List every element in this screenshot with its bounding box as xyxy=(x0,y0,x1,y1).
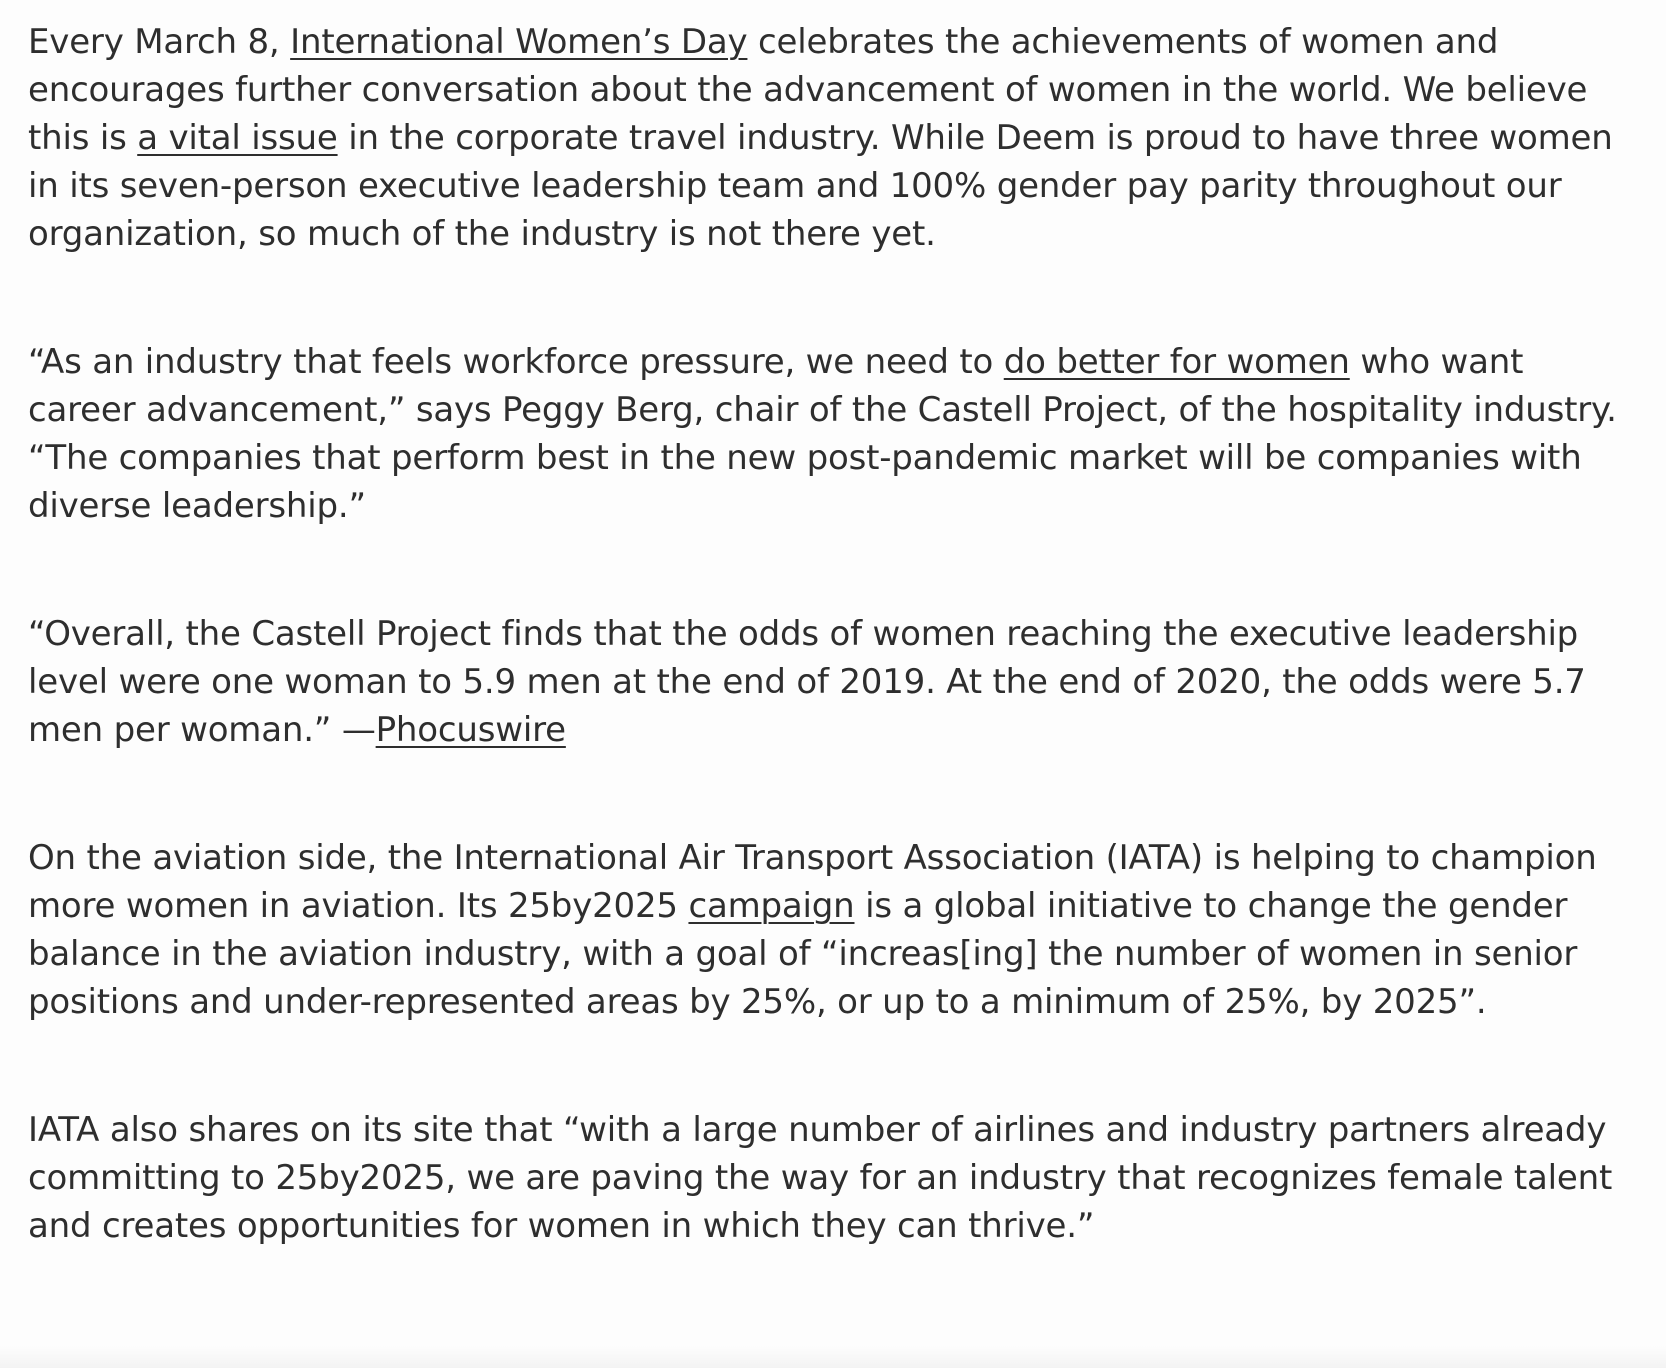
text-segment: “As an industry that feels workforce pressure, we need to xyxy=(28,342,1004,382)
paragraph-womens-day xyxy=(28,18,1638,258)
link-phocuswire[interactable]: Phocuswire xyxy=(375,710,566,750)
text-segment: On the aviation side, the International Air Transport Association (IATA) is helping to champion more women in aviation. Its 25by2025 xyxy=(28,838,1597,926)
text-segment: IATA also shares on its site that “with a large number of airlines and industry partners already committing to 25by2025, we are paving the way for an industry that recognizes female talent and creates opportunities for women in which they can thrive.” xyxy=(28,1110,1613,1246)
paragraph-iata-site-quote xyxy=(28,1106,1638,1250)
text-segment: “Overall, the Castell Project finds that the odds of women reaching the executive leadership level were one woman to 5.9 men at the end of 2019. At the end of 2020, the odds were 5.7 men per woman.” — xyxy=(28,614,1586,750)
text-segment: in the corporate travel industry. While Deem is proud to have three women in its seven-person executive leadership team and 100% gender pay parity throughout our organization, so much of the industry is not there yet. xyxy=(28,118,1613,254)
paragraph-castell-odds xyxy=(28,610,1638,754)
link-international-womens-day[interactable]: International Women’s Day xyxy=(290,22,748,62)
link-do-better-for-women[interactable]: do better for women xyxy=(1003,342,1350,382)
text-segment: celebrates the achievements of women and encourages further conversation about the advancement of women in the world. We believe this is xyxy=(28,22,1588,158)
link-campaign[interactable]: campaign xyxy=(688,886,855,926)
link-vital-issue[interactable]: a vital issue xyxy=(137,118,338,158)
text-segment: is a global initiative to change the gender balance in the aviation industry, with a goal of “increas[ing] the number of women in senior positions and under-represented areas by 25%, or up to a minimum of 25%, by 2025”. xyxy=(28,886,1578,1022)
text-segment: who want career advancement,” says Peggy Berg, chair of the Castell Project, of the hospitality industry. “The companies that perform best in the new post-pandemic market will be companies with diverse leadership.” xyxy=(28,342,1617,526)
article-body xyxy=(28,18,1638,1250)
bottom-fade xyxy=(0,1346,1666,1368)
paragraph-peggy-berg-quote xyxy=(28,338,1638,530)
text-segment: Every March 8, xyxy=(28,22,291,62)
paragraph-iata-campaign xyxy=(28,834,1638,1026)
